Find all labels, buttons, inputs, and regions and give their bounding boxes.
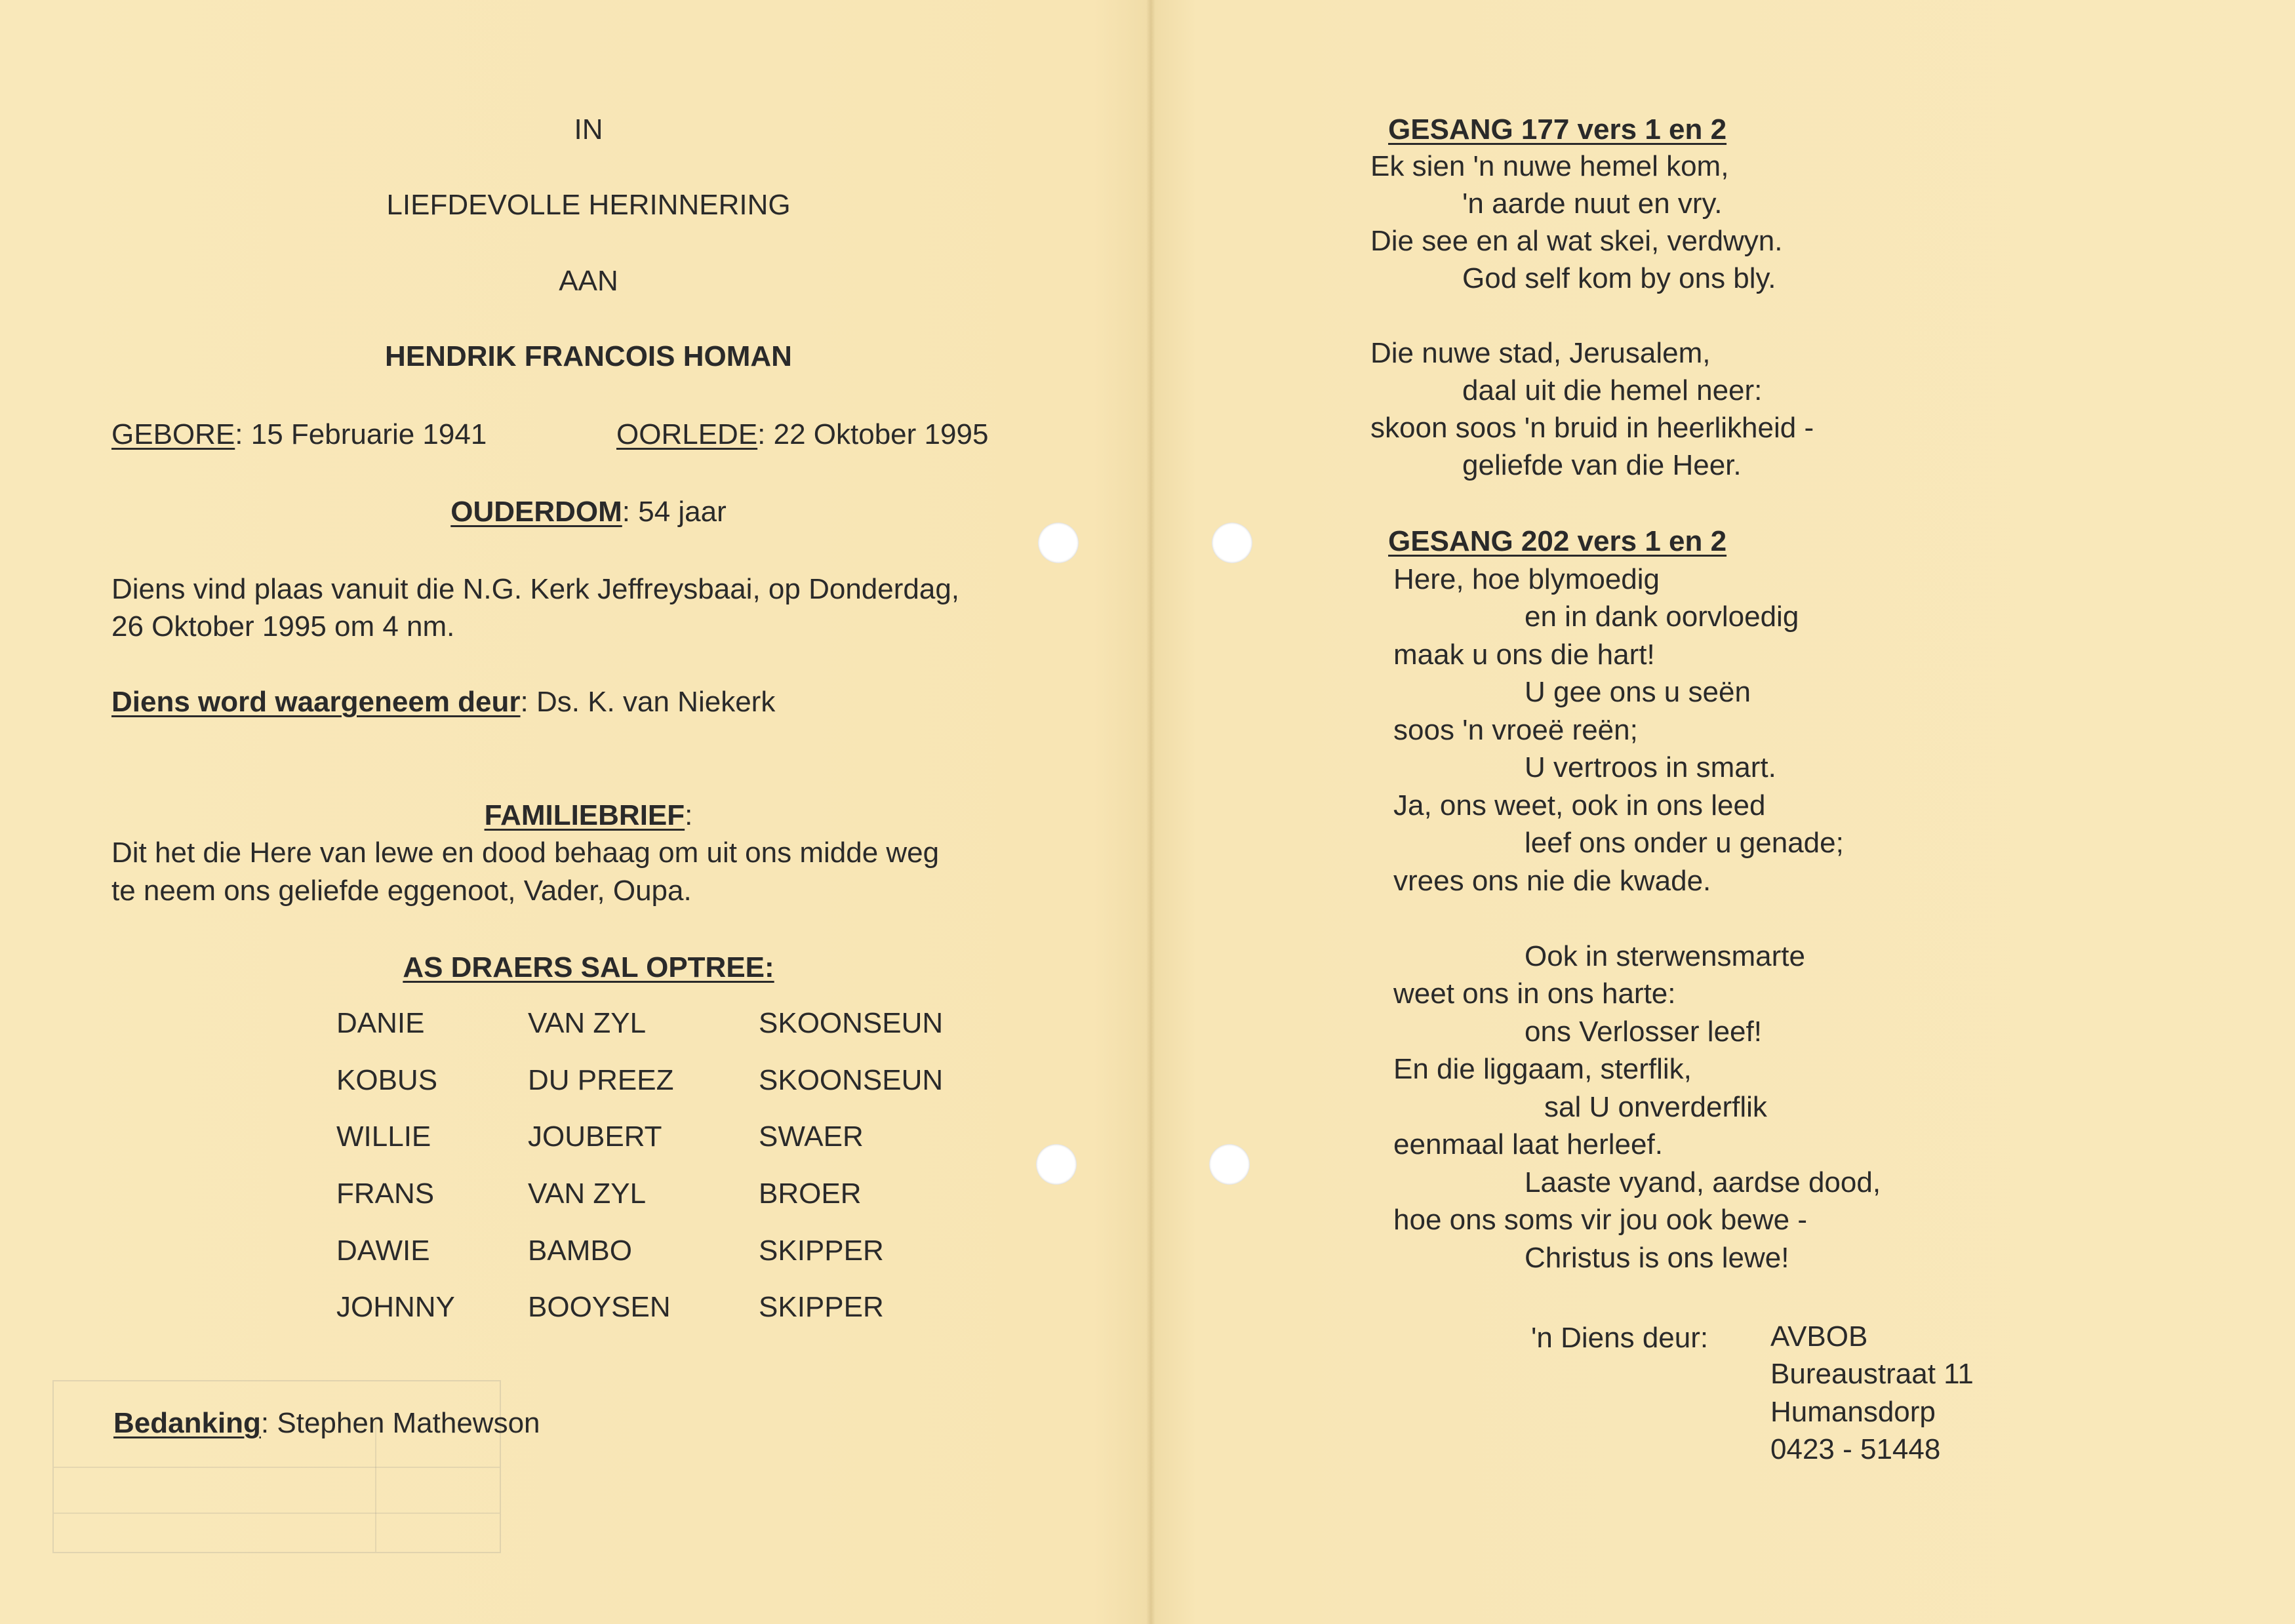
hymn2-line: U vertroos in smart. [1525, 751, 1776, 783]
hymn1-line: Die see en al wat skei, verdwyn. [1370, 225, 1783, 257]
hymn1-line: geliefde van die Heer. [1462, 449, 1742, 481]
age-label: OUDERDOM [450, 496, 622, 528]
family-line-1: Dit het die Here van lewe en dood behaag om uit ons midde weg [111, 837, 940, 869]
bearer-first: DANIE [336, 1007, 425, 1039]
heading-liefdevolle: LIEFDEVOLLE HERINNERING [386, 189, 791, 221]
bearer-first: DAWIE [336, 1235, 430, 1267]
bearer-relation: BROER [759, 1178, 862, 1210]
family-line-2: te neem ons geliefde eggenoot, Vader, Oupa. [111, 875, 692, 907]
bearers-heading: AS DRAERS SAL OPTREE: [403, 951, 774, 983]
hymn1-line: Ek sien 'n nuwe hemel kom, [1370, 150, 1729, 182]
thanks-label: Bedanking [113, 1407, 261, 1439]
hymn2-line: soos 'n vroeë reën; [1393, 714, 1638, 746]
service-by-line: Bureaustraat 11 [1770, 1358, 1974, 1390]
bearer-first: KOBUS [336, 1064, 438, 1096]
bearers-heading-wrap [0, 951, 1177, 985]
hymn1-line: skoon soos 'n bruid in heerlikheid - [1370, 412, 1814, 444]
service-by-label: 'n Diens deur: [1531, 1322, 1709, 1354]
punch-hole [1209, 1144, 1250, 1185]
bearer-last: VAN ZYL [528, 1007, 647, 1039]
conducted-line [111, 685, 775, 720]
family-colon: : [685, 799, 693, 831]
bearer-first: FRANS [336, 1178, 435, 1210]
hymn2-line: sal U onverderflik [1544, 1091, 1767, 1123]
hymn1-line: God self kom by ons bly. [1462, 262, 1776, 294]
family-label: FAMILIEBRIEF [484, 799, 685, 831]
hymn1-line: daal uit die hemel neer: [1462, 374, 1763, 406]
punch-hole [1036, 1144, 1077, 1185]
hymn2-line: weet ons in ons harte: [1393, 978, 1676, 1010]
hymn2-line: Christus is ons lewe! [1525, 1242, 1789, 1274]
conducted-value: : Ds. K. van Niekerk [520, 686, 776, 718]
hymn2-line: hoe ons soms vir jou ook bewe - [1393, 1204, 1807, 1236]
bearer-relation: SKIPPER [759, 1291, 884, 1323]
age-line [0, 495, 1177, 530]
hymn2-line: maak u ons die hart! [1393, 639, 1655, 671]
hymn2-line: leef ons onder u genade; [1525, 827, 1844, 859]
service-by-line: 0423 - 51448 [1770, 1433, 1941, 1465]
service-line-1: Diens vind plaas vanuit die N.G. Kerk Jeffreysbaai, op Donderdag, [111, 573, 960, 605]
bearer-relation: SKOONSEUN [759, 1064, 944, 1096]
heading-in: IN [574, 113, 603, 146]
bearer-last: DU PREEZ [528, 1064, 674, 1096]
hymn2-line: Here, hoe blymoedig [1393, 563, 1660, 595]
thanks-line [113, 1406, 540, 1441]
born-value: : 15 Februarie 1941 [235, 418, 487, 450]
born-label: GEBORE [111, 418, 235, 450]
hymn1-line: Die nuwe stad, Jerusalem, [1370, 337, 1711, 369]
hymn2-line: Ook in sterwensmarte [1525, 940, 1805, 972]
died-label: OORLEDE [616, 418, 758, 450]
punch-hole [1212, 523, 1252, 563]
died-value: : 22 Oktober 1995 [757, 418, 989, 450]
deceased-name: HENDRIK FRANCOIS HOMAN [385, 340, 792, 372]
bearer-first: WILLIE [336, 1120, 431, 1153]
hymn2-line: eenmaal laat herleef. [1393, 1128, 1663, 1160]
hymn2-title: GESANG 202 vers 1 en 2 [1388, 525, 1727, 557]
hymn2-line: Ja, ons weet, ook in ons leed [1393, 789, 1766, 822]
service-by-line: AVBOB [1770, 1320, 1868, 1353]
bearer-relation: SKOONSEUN [759, 1007, 944, 1039]
hymn2-title-wrap [1388, 525, 1726, 559]
bearer-last: BAMBO [528, 1235, 632, 1267]
bearer-last: VAN ZYL [528, 1178, 647, 1210]
bearer-relation: SWAER [759, 1120, 864, 1153]
hymn2-line: ons Verlosser leef! [1525, 1016, 1762, 1048]
conducted-label: Diens word waargeneem deur [111, 686, 521, 718]
hymn1-line: 'n aarde nuut en vry. [1462, 188, 1723, 220]
hymn1-title-wrap [1388, 113, 1726, 148]
thanks-value: : Stephen Mathewson [260, 1407, 540, 1439]
hymn1-title: GESANG 177 vers 1 en 2 [1388, 113, 1727, 146]
bearer-first: JOHNNY [336, 1291, 455, 1323]
hymn2-line: en in dank oorvloedig [1525, 601, 1799, 633]
bearer-relation: SKIPPER [759, 1235, 884, 1267]
family-heading [0, 799, 1177, 833]
hymn2-line: vrees ons nie die kwade. [1393, 865, 1711, 897]
hymn2-line: Laaste vyand, aardse dood, [1525, 1166, 1881, 1198]
died-line [616, 418, 988, 452]
bearer-last: JOUBERT [528, 1120, 662, 1153]
bearer-last: BOOYSEN [528, 1291, 671, 1323]
born-line [111, 418, 487, 452]
hymn2-line: En die liggaam, sterflik, [1393, 1053, 1692, 1085]
heading-aan: AAN [559, 265, 618, 297]
service-by-line: Humansdorp [1770, 1396, 1936, 1428]
service-line-2: 26 Oktober 1995 om 4 nm. [111, 610, 455, 643]
hymn2-line: U gee ons u seën [1525, 676, 1751, 708]
age-value: : 54 jaar [622, 496, 727, 528]
